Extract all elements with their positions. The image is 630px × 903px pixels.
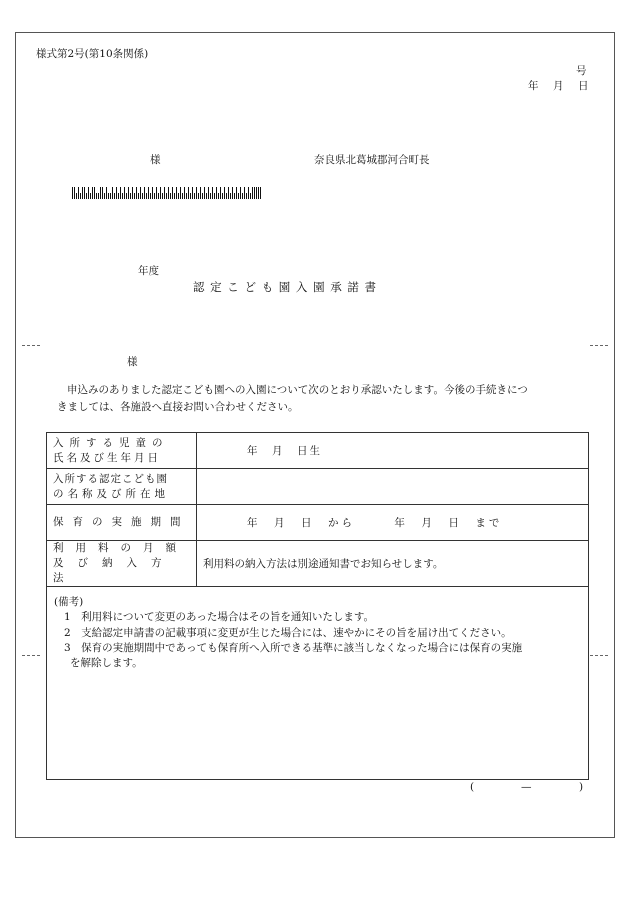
barcode-bar — [144, 187, 145, 199]
footer-dash: — — [521, 781, 532, 793]
barcode-bar — [174, 193, 175, 199]
barcode-bar — [112, 187, 113, 199]
barcode-bar — [78, 187, 79, 199]
barcode-bar — [242, 193, 243, 199]
note-item-2: 2 支給認定申請書の記載事項に変更が生じた場合には、速やかにその旨を届け出てください。 — [64, 627, 512, 639]
barcode-bar — [152, 187, 153, 199]
barcode-bar — [76, 193, 77, 199]
fold-mark-left-top — [22, 345, 40, 347]
barcode-bar — [168, 187, 169, 199]
note-item-3: 3 保育の実施期間中であっても保育所へ入所できる基準に該当しなくなった場合には保育の実施 — [64, 642, 523, 654]
barcode-bar — [190, 193, 191, 199]
barcode-bar — [218, 193, 219, 199]
barcode-bar — [110, 193, 111, 199]
barcode-bar — [86, 193, 87, 199]
fold-mark-left-bottom — [22, 655, 40, 657]
label-child-line2: 氏名及び生年月日 — [53, 451, 161, 464]
barcode-bar — [84, 187, 85, 199]
barcode-bar — [116, 187, 117, 199]
form-number: 様式第2号(第10条関係) — [36, 48, 149, 60]
barcode-bar — [200, 187, 201, 199]
barcode-bar — [176, 187, 177, 199]
barcode-bar — [222, 193, 223, 199]
label-fee-line2: 及び納入方法 — [53, 557, 176, 584]
barcode-bar — [100, 187, 101, 199]
barcode-bar — [162, 193, 163, 199]
barcode-bar — [72, 187, 73, 199]
barcode-bar — [158, 193, 159, 199]
notes-heading: (備考) — [54, 596, 84, 608]
barcode-bar — [114, 193, 115, 199]
barcode-bar — [196, 187, 197, 199]
table-row — [47, 469, 589, 505]
barcode-bar — [166, 193, 167, 199]
footer-paren-open: ( — [470, 781, 475, 793]
barcode-bar — [256, 187, 257, 199]
barcode-bar — [140, 187, 141, 199]
barcode-bar — [90, 193, 91, 199]
barcode-bar — [154, 193, 155, 199]
period-to-value: 年 月 日 まで — [394, 517, 503, 529]
date-line: 年 月 日 — [528, 80, 591, 92]
table-row — [47, 433, 589, 469]
barcode-bar — [246, 193, 247, 199]
barcode-bar — [148, 187, 149, 199]
table-row — [47, 505, 589, 541]
issuer-name: 奈良県北葛城郡河合町長 — [314, 154, 430, 166]
label-fee-line1: 利用料の月額 — [53, 542, 188, 554]
barcode-bar — [132, 187, 133, 199]
barcode-bar — [94, 187, 95, 199]
barcode-bar — [122, 193, 123, 199]
barcode-bar — [136, 187, 137, 199]
recipient-honorific-mid: 様 — [127, 356, 138, 368]
fold-mark-right-bottom — [590, 655, 608, 657]
barcode-bar — [124, 187, 125, 199]
barcode-bar — [202, 193, 203, 199]
barcode-bar — [82, 187, 83, 199]
label-facility-line1: 入所する認定こども園 — [53, 472, 168, 485]
barcode-bar — [192, 187, 193, 199]
barcode-bar — [258, 187, 259, 199]
fiscal-year: 年度 — [138, 265, 159, 277]
barcode-bar — [102, 187, 103, 199]
barcode-bar — [238, 193, 239, 199]
barcode-bar — [236, 187, 237, 199]
barcode-bar — [108, 193, 109, 199]
barcode-bar — [128, 187, 129, 199]
barcode-bar — [186, 193, 187, 199]
barcode-bar — [170, 193, 171, 199]
barcode-bar — [138, 193, 139, 199]
barcode-bar — [260, 187, 261, 199]
barcode-bar — [92, 187, 93, 199]
barcode-bar — [204, 187, 205, 199]
fee-value: 利用料の納入方法は別途通知書でお知らせします。 — [197, 541, 589, 587]
barcode-bar — [206, 193, 207, 199]
body-line-2: きましては、各施設へ直接お問い合わせください。 — [57, 401, 299, 413]
label-child-line1: 入所する児童の — [53, 436, 169, 449]
barcode-bar — [230, 193, 231, 199]
label-facility-line2: の名称及び所在地 — [53, 487, 169, 500]
barcode-bar — [240, 187, 241, 199]
barcode-bar — [194, 193, 195, 199]
barcode-bar — [172, 187, 173, 199]
label-period: 保育の実施期間 — [53, 516, 190, 528]
barcode-bar — [142, 193, 143, 199]
barcode-bar — [74, 187, 75, 199]
barcode-bar — [182, 193, 183, 199]
barcode-bar — [120, 187, 121, 199]
barcode-bar — [254, 187, 255, 199]
barcode-bar — [232, 187, 233, 199]
barcode-bar — [184, 187, 185, 199]
barcode-bar — [244, 187, 245, 199]
approval-table — [46, 432, 589, 587]
barcode-bar — [118, 193, 119, 199]
barcode-bar — [188, 187, 189, 199]
barcode-bar — [126, 193, 127, 199]
barcode-bar — [248, 187, 249, 199]
barcode-bar — [224, 187, 225, 199]
barcode-bar — [208, 187, 209, 199]
barcode-bar — [106, 187, 107, 199]
barcode-bar — [214, 193, 215, 199]
barcode-bar — [210, 193, 211, 199]
barcode-bar — [156, 187, 157, 199]
barcode-bar — [96, 193, 97, 199]
barcode-bar — [220, 187, 221, 199]
barcode-bar — [150, 193, 151, 199]
barcode-bar — [134, 193, 135, 199]
body-line-1: 申込みのありました認定こども園への入園について次のとおり承認いたします。今後の手続きにつ — [67, 384, 528, 396]
barcode-bar — [250, 193, 251, 199]
barcode-bar — [212, 187, 213, 199]
barcode-bar — [130, 193, 131, 199]
barcode-bar — [216, 187, 217, 199]
barcode-bar — [88, 187, 89, 199]
barcode-bar — [234, 193, 235, 199]
issue-number-suffix: 号 — [576, 65, 587, 77]
barcode-bar — [98, 193, 99, 199]
barcode-bar — [178, 193, 179, 199]
barcode-bar — [104, 193, 105, 199]
barcode-bar — [80, 193, 81, 199]
barcode-bar — [146, 193, 147, 199]
child-birthdate-value: 年 月 日生 — [247, 445, 322, 457]
barcode-icon — [72, 187, 284, 199]
barcode-bar — [228, 187, 229, 199]
fold-mark-right-top — [590, 345, 608, 347]
note-item-1: 1 利用料について変更のあった場合はその旨を通知いたします。 — [64, 611, 375, 623]
barcode-bar — [198, 193, 199, 199]
barcode-bar — [160, 187, 161, 199]
facility-value — [197, 469, 589, 505]
recipient-honorific-top: 様 — [150, 154, 161, 166]
barcode-bar — [226, 193, 227, 199]
footer-paren-close: ) — [579, 781, 584, 793]
barcode-bar — [252, 187, 253, 199]
barcode-bar — [180, 187, 181, 199]
document-title: 認 定 こ ど も 園 入 園 承 諾 書 — [193, 280, 378, 294]
barcode-bar — [164, 187, 165, 199]
note-item-3-cont: を解除します。 — [70, 657, 143, 669]
period-from-value: 年 月 日 から — [247, 517, 355, 529]
